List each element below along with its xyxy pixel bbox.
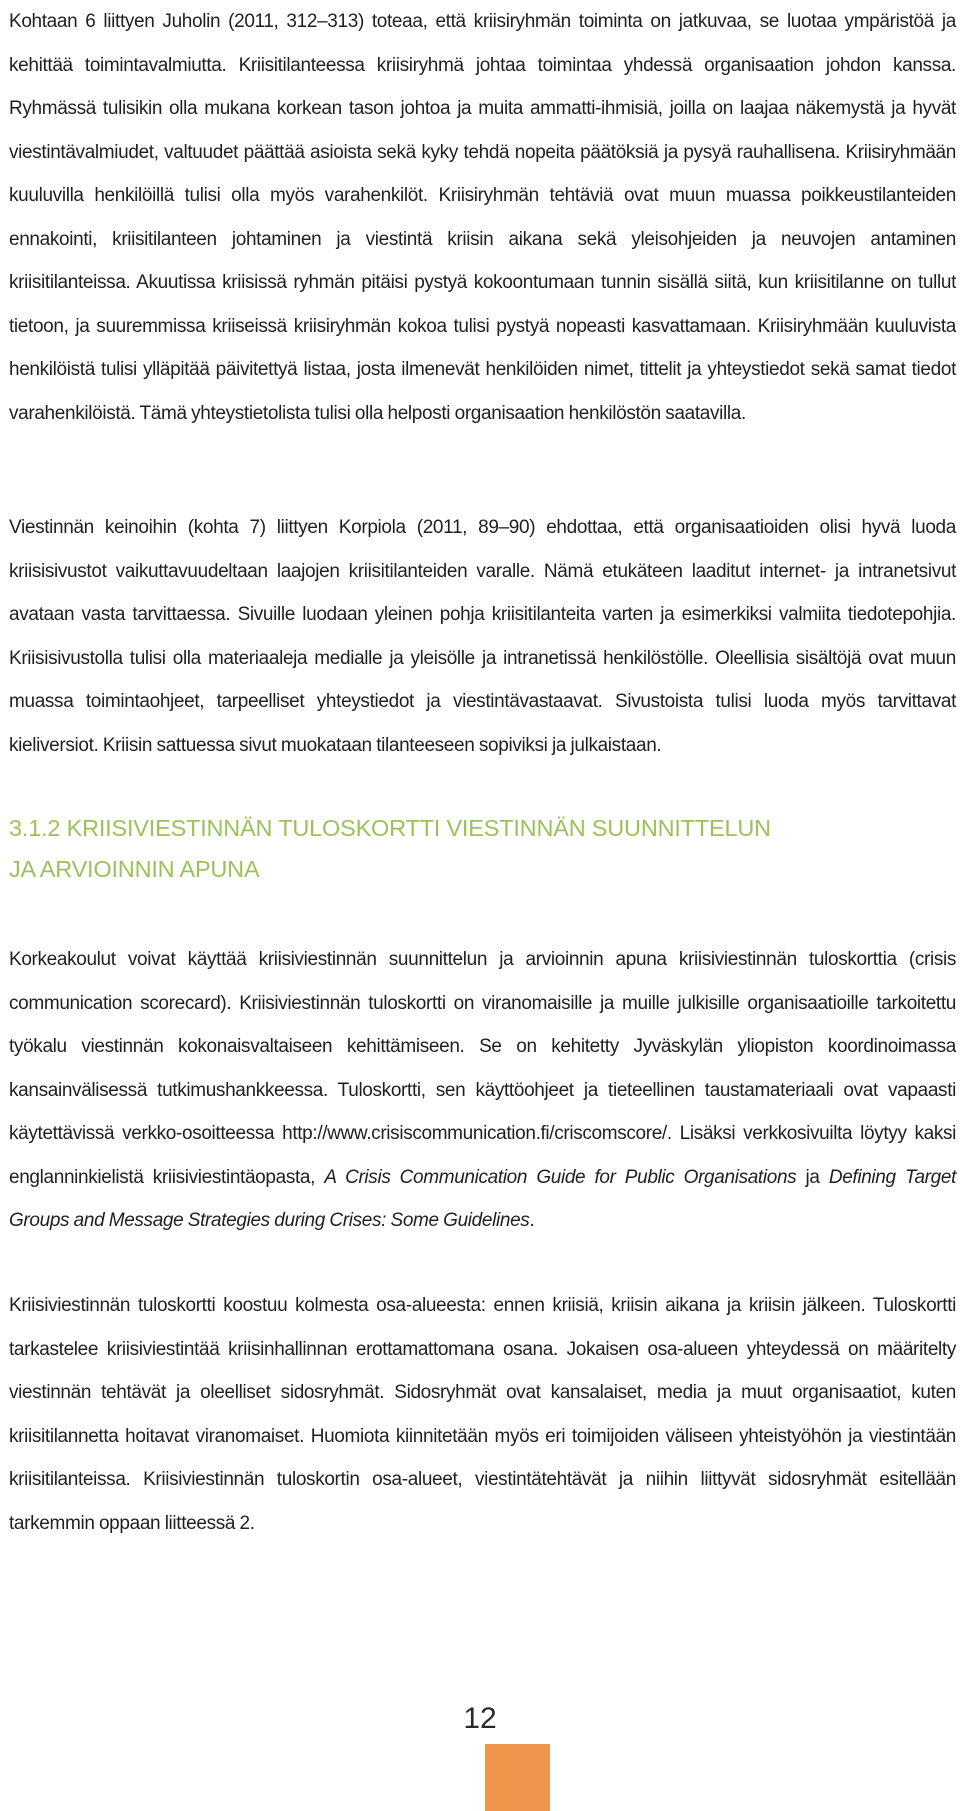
guide-title-target-groups: Defining Target Groups and Message Strategies during Crises: Some Guidelines <box>9 1166 957 1231</box>
page-number: 12 <box>463 1702 497 1735</box>
section-heading-line-1: 3.1.2 KRIISIVIESTINNÄN TULOSKORTTI VIESTINNÄN SUUNNITTELUN <box>9 815 771 841</box>
paragraph-scorecard-conjunction: ja <box>796 1166 829 1188</box>
section-heading-line-2: JA ARVIOINNIN APUNA <box>9 856 260 882</box>
paragraph-communication-means: Viestinnän keinoihin (kohta 7) liittyen Korpiola (2011, 89–90) ehdottaa, että organisaatioiden olisi hyvä luoda kriisisivustot vaikuttavuudeltaan laajojen kriisitilanteiden varalle. Nämä etukäteen laaditut internet- ja intranetsivut avataan vasta tarvittaessa. Sivuille luodaan yleinen pohja kriisitilanteita varten ja esimerkiksi valmiita tiedotepohjia. Kriisisivustolla tulisi olla materiaaleja medialle ja yleisölle ja intranetissä henkilöstölle. Oleellisia sisältöjä ovat muun muassa toimintaohjeet, tarpeelliset yhteystiedot ja viestintävastaavat. Sivustoista tulisi luoda myös tarvittavat kieliversiot. Kriisin sattuessa sivut muokataan tilanteeseen sopiviksi ja julkaistaan. <box>9 517 956 756</box>
guide-title-public-organisations: A Crisis Communication Guide for Public Organisations <box>324 1166 797 1188</box>
paragraph-scorecard-areas: Kriisiviestinnän tuloskortti koostuu kolmesta osa-alueesta: ennen kriisiä, kriisin aikana ja kriisin jälkeen. Tuloskortti tarkastelee kriisiviestintää kriisinhallinnan erottamattomana osana. Jokaisen osa-alueen yhteydessä on määritelty viestinnän tehtävät ja oleelliset sidosryhmät. Sidosryhmät ovat kansalaiset, media ja muut organisaatiot, kuten kriisitilannetta hoitavat viranomaiset. Huomiota kiinnitetään myös eri toimijoiden väliseen yhteistyöhön ja viestintään kriisitilanteissa. Kriisiviestinnän tuloskortin osa-alueet, viestintätehtävät ja niihin liittyvät sidosryhmät esitellään tarkemmin oppaan liitteessä 2. <box>9 1295 956 1534</box>
section-heading <box>9 808 771 890</box>
paragraph-scorecard <box>9 938 956 1243</box>
paragraph-scorecard-end: . <box>529 1210 535 1231</box>
paragraph-scorecard-text: Korkeakoulut voivat käyttää kriisiviestinnän suunnittelun ja arvioinnin apuna kriisiviestinnän tuloskorttia (crisis communication scorecard). Kriisiviestinnän tuloskortti on viranomaisille ja muille julkisille organisaatioille tarkoitettu työkalu viestinnän kokonaisvaltaiseen kehittämiseen. Se on kehitetty Jyväskylän yliopiston koordinoimassa kansainvälisessä tutkimushankkeessa. Tuloskortti, sen käyttöohjeet ja tieteellinen taustamateriaali ovat vapaasti käytettävissä verkko-osoitteessa http://www.crisiscommunication.fi/criscomscore/. Lisäksi verkkosivuilta löytyy kaksi englanninkielistä kriisiviestintäopasta, <box>9 949 956 1188</box>
page-number-tab <box>485 1744 550 1811</box>
paragraph-crisis-team: Kohtaan 6 liittyen Juholin (2011, 312–313) toteaa, että kriisiryhmän toiminta on jatkuvaa, se luotaa ympäristöä ja kehittää toimintavalmiutta. Kriisitilanteessa kriisiryhmä johtaa toimintaa yhdessä organisaation johdon kanssa. Ryhmässä tulisikin olla mukana korkean tason johtoa ja muita ammatti-ihmisiä, joilla on laajaa näkemystä ja hyvät viestintävalmiudet, valtuudet päättää asioista sekä kyky tehdä nopeita päätöksiä ja pysyä rauhallisena. Kriisiryhmään kuuluvilla henkilöillä tulisi olla myös varahenkilöt. Kriisiryhmän tehtäviä ovat muun muassa poikkeustilanteiden ennakointi, kriisitilanteen johtaminen ja viestintä kriisin aikana sekä yleisohjeiden ja neuvojen antaminen kriisitilanteissa. Akuutissa kriisissä ryhmän pitäisi pystyä kokoontumaan tunnin sisällä siitä, kun kriisitilanne on tullut tietoon, ja suuremmissa kriiseissä kriisiryhmän kokoa tulisi pystyä nopeasti kasvattamaan. Kriisiryhmään kuuluvista henkilöistä tulisi ylläpitää päivitettyä listaa, josta ilmenevät henkilöiden nimet, tittelit ja yhteystiedot sekä samat tiedot varahenkilöistä. Tämä yhteystietolista tulisi olla helposti organisaation henkilöstön saatavilla. <box>9 11 956 424</box>
